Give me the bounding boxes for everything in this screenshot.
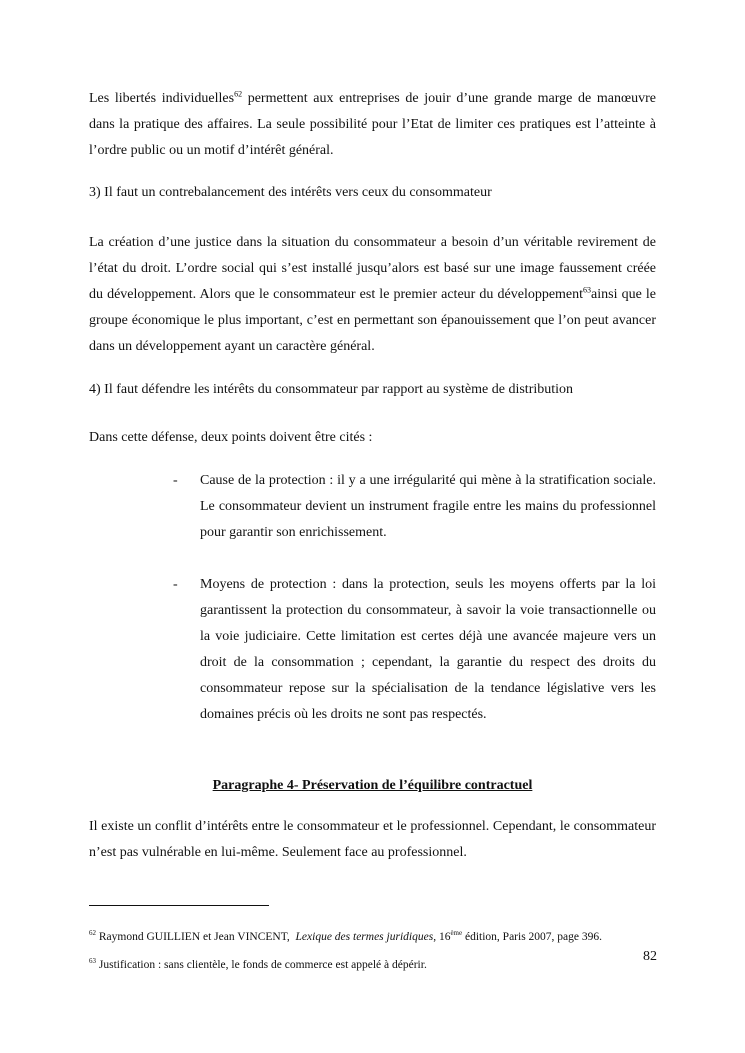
list-dash: - [173, 577, 178, 592]
heading-text: 4) Il faut défendre les intérêts du consommateur par rapport au système de distribution [89, 382, 574, 397]
footnote-ref-62[interactable]: 62 [234, 89, 243, 99]
footnote-ref-63[interactable]: 63 [583, 285, 592, 295]
paragraph-text: ainsi que le groupe économique le plus important, c’est en permettant son épanouissement que l’on peut avancer dans un développement ayant un caractère général. [89, 287, 656, 354]
footnote-text: Justification : sans clientèle, le fonds de commerce est appelé à dépérir. [96, 959, 427, 971]
intro-text: Dans cette défense, deux points doivent être cités : [89, 430, 373, 445]
paragraph-libertes [89, 86, 656, 164]
footnote-book-title: Lexique des termes juridiques [295, 931, 434, 943]
footnote-separator [89, 905, 269, 906]
heading-point-4 [89, 380, 656, 400]
page-number: 82 [643, 949, 657, 964]
paragraph-conflit [89, 814, 656, 866]
paragraph-text: La création d’une justice dans la situation du consommateur a besoin d’un véritable revirement de l’état du droit. L’ordre social qui s’est installé jusqu’alors est basé sur une image faussement créée du développement. Alors que le consommateur est le premier acteur du développement [89, 235, 656, 302]
paragraph-text: Il existe un conflit d’intérêts entre le consommateur et le professionnel. Cependant, le consommateur n’est pas vulnérable en lui-même. Seulement face au professionnel. [89, 819, 656, 860]
heading-text: 3) Il faut un contrebalancement des intérêts vers ceux du consommateur [89, 185, 492, 200]
footnote-63 [89, 957, 427, 973]
footnote-text: Raymond GUILLIEN et Jean VINCENT, [96, 931, 296, 943]
heading-point-3 [89, 183, 656, 203]
footnote-superscript: ème [450, 929, 463, 938]
paragraph-intro [89, 428, 656, 448]
paragraph-text: permettent aux entreprises de jouir d’une grande marge de manœuvre dans la pratique des affaires. La seule possibilité pour l’Etat de limiter ces pratiques est l’atteinte à l’ordre public ou un motif d’intérêt général. [89, 91, 656, 158]
list-dash: - [173, 473, 178, 488]
footnote-number: 63 [89, 957, 96, 966]
footnote-62 [89, 929, 602, 945]
footnote-text: , 16 [433, 931, 451, 943]
paragraph-justice [89, 230, 656, 360]
footnote-text: édition, Paris 2007, page 396. [462, 931, 603, 943]
list-item-text: Cause de la protection : il y a une irrégularité qui mène à la stratification sociale. Le consommateur devient un instrument fragile entre les mains du professionnel pour garantir son enrichissement. [200, 473, 656, 540]
footnote-number: 62 [89, 929, 96, 938]
section-heading: Paragraphe 4- Préservation de l’équilibre contractuel [212, 778, 533, 793]
list-item-text: Moyens de protection : dans la protection, seuls les moyens offerts par la loi garantissent la protection du consommateur, à savoir la voie transactionnelle ou la voie judiciaire. Cette limitation est certes déjà une avancée majeure vers un droit de la consommation ; cependant, la garantie du respect des droits du consommateur repose sur la spécialisation de la tendance législative vers les domaines précis où les droits ne sont pas respectés. [200, 577, 656, 722]
paragraph-text: Les libertés individuelles [89, 91, 235, 106]
